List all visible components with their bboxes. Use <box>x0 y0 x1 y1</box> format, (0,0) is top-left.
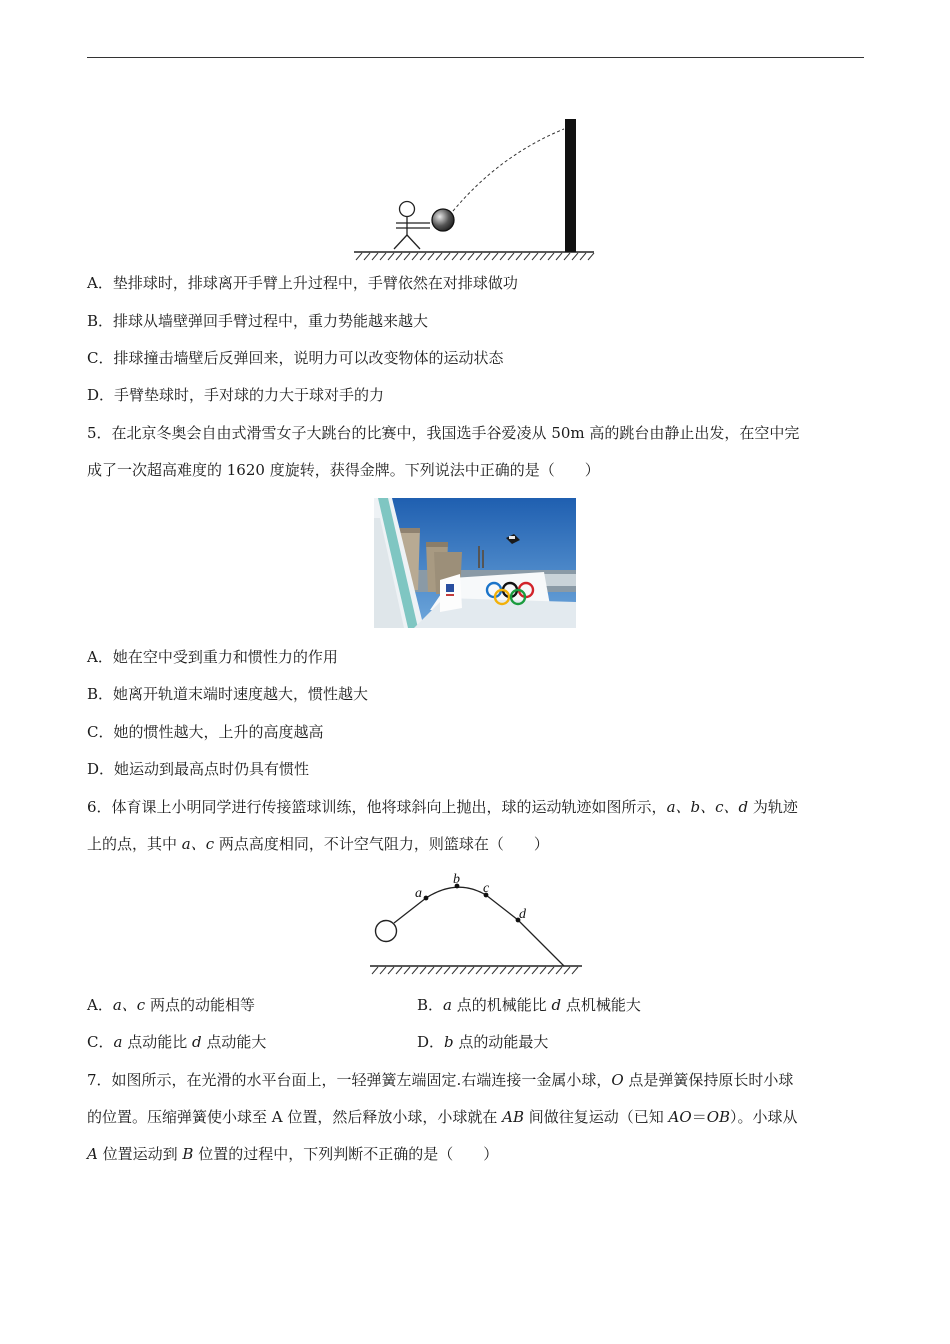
person-stick-figure <box>394 202 430 250</box>
volleyball <box>432 209 454 231</box>
q5-option-c[interactable]: C．她的惯性越大，上升的高度越高 <box>87 723 324 741</box>
q6-stem-line2: 上的点，其中 a、c 两点高度相同，不计空气阻力，则篮球在（ ） <box>87 835 549 853</box>
label-a: a <box>415 886 422 901</box>
basketball-trajectory-figure <box>364 868 586 980</box>
q5-option-a[interactable]: A．她在空中受到重力和惯性力的作用 <box>87 648 338 666</box>
volleyball-wall-figure <box>350 115 600 265</box>
q7-stem-line1: 7．如图所示，在光滑的水平台面上，一轻弹簧左端固定.右端连接一金属小球，O 点是弹簧保持原长时小球 <box>87 1071 794 1089</box>
q6-option-a[interactable]: A．a、c 两点的动能相等 <box>87 996 255 1014</box>
q6-option-b[interactable]: B．a 点的机械能比 d 点机械能大 <box>417 996 641 1014</box>
ski-jump-photo <box>374 498 576 628</box>
q6-option-d[interactable]: D．b 点的动能最大 <box>417 1033 549 1051</box>
header-rule <box>87 57 864 58</box>
trajectory-dashed <box>453 129 564 211</box>
label-c: c <box>483 881 490 896</box>
q4-option-d[interactable]: D．手臂垫球时，手对球的力大于球对手的力 <box>87 386 385 404</box>
point-a <box>424 896 429 901</box>
q6-stem-line1: 6．体育课上小明同学进行传接篮球训练，他将球斜向上抛出，球的运动轨迹如图所示，a、b、c、d 为轨迹 <box>87 798 798 816</box>
q6-option-c[interactable]: C．a 点动能比 d 点动能大 <box>87 1033 267 1051</box>
q7-stem-line2: 的位置。压缩弹簧使小球至 A 位置，然后释放小球，小球就在 AB 间做往复运动（已知 AO＝OB）。小球从 <box>87 1108 798 1126</box>
q5-option-d[interactable]: D．她运动到最高点时仍具有惯性 <box>87 760 310 778</box>
q5-stem-line1: 5．在北京冬奥会自由式滑雪女子大跳台的比赛中，我国选手谷爱凌从 50m 高的跳台由静止出发，在空中完 <box>87 424 800 442</box>
label-b: b <box>453 872 460 887</box>
q4-option-a[interactable]: A．垫排球时，排球离开手臂上升过程中，手臂依然在对排球做功 <box>87 274 518 292</box>
basketball <box>376 921 397 942</box>
q7-stem-line3: A 位置运动到 B 位置的过程中，下列判断不正确的是（ ） <box>87 1145 499 1163</box>
q5-stem-line2: 成了一次超高难度的 1620 度旋转，获得金牌。下列说法中正确的是（ ） <box>87 461 600 479</box>
wall <box>565 119 576 252</box>
label-d: d <box>519 907 526 922</box>
q4-option-c[interactable]: C．排球撞击墙壁后反弹回来，说明力可以改变物体的运动状态 <box>87 349 504 367</box>
q5-option-b[interactable]: B．她离开轨道末端时速度越大，惯性越大 <box>87 685 369 703</box>
q4-option-b[interactable]: B．排球从墙壁弹回手臂过程中，重力势能越来越大 <box>87 312 429 330</box>
